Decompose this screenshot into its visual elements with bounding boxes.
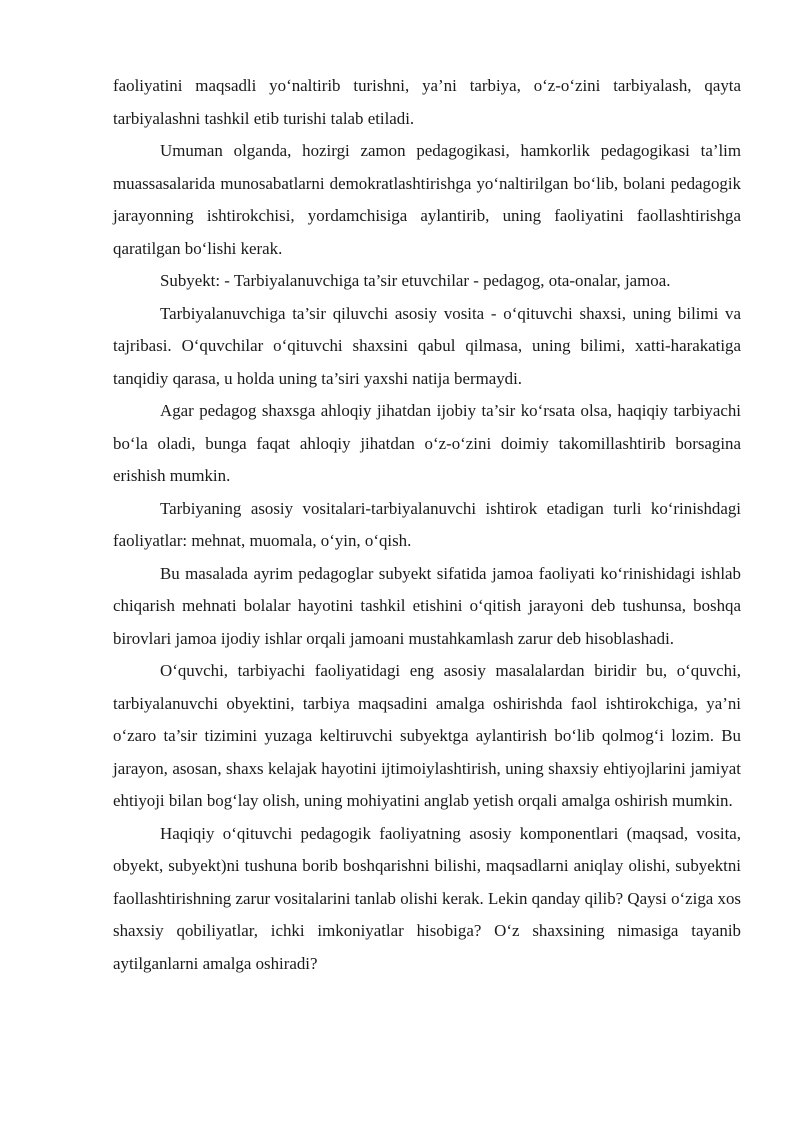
paragraph-5: Agar pedagog shaxsga ahloqiy jihatdan ijobiy ta’sir ko‘rsata olsa, haqiqiy tarbiyachi bo‘la oladi, bunga faqat ahloqiy jihatdan o‘z-o‘zini doimiy takomillashtirib borsagina erishish mumkin. (113, 401, 741, 485)
paragraph-continuation: faoliyatini maqsadli yo‘naltirib turishni, ya’ni tarbiya, o‘z-o‘zini tarbiyalash, qayta tarbiyalashni tashkil etib turishi talab etiladi. (113, 76, 741, 128)
paragraph-2: Umuman olganda, hozirgi zamon pedagogikasi, hamkorlik pedagogikasi ta’lim muassasalarida munosabatlarni demokratlashtirishga yo‘naltirilgan bo‘lib, bolani pedagogik jarayonning ishtirokchisi, yordamchisiga aylantirib, uning faoliyatini faollashtirishga qaratilgan bo‘lishi kerak. (113, 141, 741, 258)
paragraph-3: Subyekt: - Tarbiyalanuvchiga ta’sir etuvchilar - pedagog, ota-onalar, jamoa. (160, 271, 671, 290)
paragraph-4: Tarbiyalanuvchiga ta’sir qiluvchi asosiy vosita - o‘qituvchi shaxsi, uning bilimi va tajribasi. O‘quvchilar o‘qituvchi shaxsini qabul qilmasa, uning bilimi, xatti-harakatiga tanqidiy qarasa, u holda uning ta’siri yaxshi natija bermaydi. (113, 303, 741, 388)
paragraph-7: Bu masalada ayrim pedagoglar subyekt sifatida jamoa faoliyati ko‘rinishidagi ishlab chiqarish mehnati bolalar hayotini tashkil etishini o‘qitish jarayoni deb tushunsa, boshqa birovlari jamoa ijodiy ishlar orqali jamoani mustahkamlash zarur deb hisoblashadi. (113, 563, 741, 648)
paragraph-9: Haqiqiy o‘qituvchi pedagogik faoliyatning asosiy komponentlari (maqsad, vosita, obyekt, subyekt)ni tushuna borib boshqarishni bilishi, maqsadlarni aniqlay olishi, subyektni faollashtirishning zarur vositalarini tanlab olishi kerak. Lekin qanday qilib? Qaysi o‘ziga xos shaxsiy qobiliyatlar, ichki imkoniyatlar hisobiga? O‘z shaxsining nimasiga tayanib aytilganlarni amalga oshiradi? (113, 823, 741, 973)
paragraph-8: O‘quvchi, tarbiyachi faoliyatidagi eng asosiy masalalardan biridir bu, o‘quvchi, tarbiyalanuvchi obyektini, tarbiya maqsadini amalga oshirishda faol ishtirokchiga, ya’ni o‘zaro ta’sir tizimini yuzaga keltiruvchi subyektga aylantirish bo‘lib qolmog‘i lozim. Bu jarayon, asosan, shaxs kelajak hayotini ijtimoiylashtirish, uning shaxsiy ehtiyojlarini jamiyat ehtiyoji bilan bog‘lay olish, uning mohiyatini anglab yetish orqali amalga oshirish mumkin. (113, 661, 741, 810)
paragraph-6: Tarbiyaning asosiy vositalari-tarbiyalanuvchi ishtirok etadigan turli ko‘rinishdagi faoliyatlar: mehnat, muomala, o‘yin, o‘qish. (113, 498, 741, 550)
document-body (113, 70, 741, 980)
